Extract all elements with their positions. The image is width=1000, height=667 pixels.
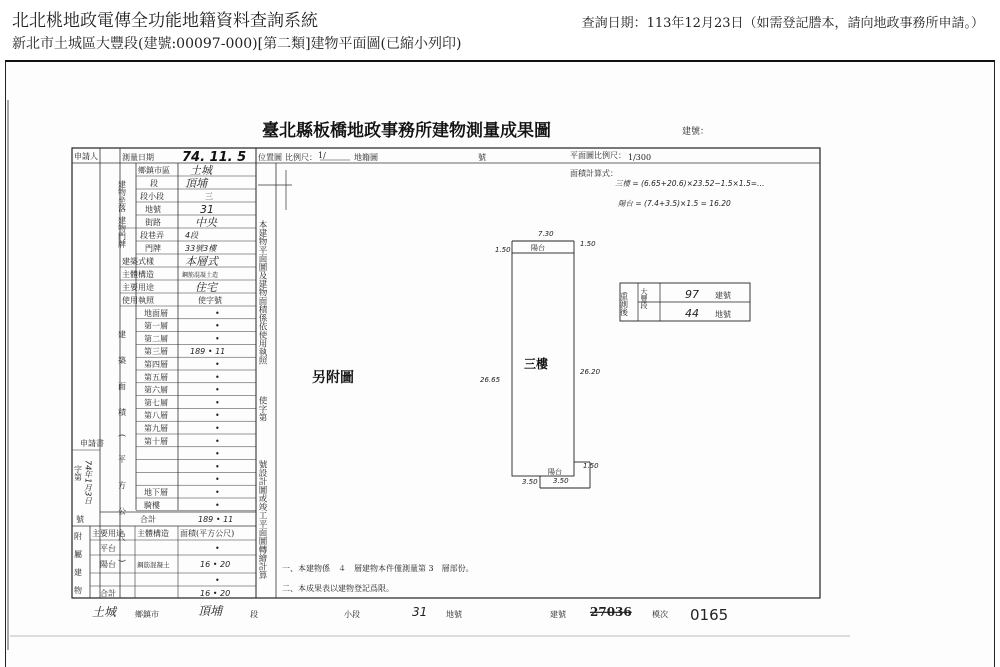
attached-drawing-label: 另附圖	[312, 370, 354, 386]
floor-area-value: •	[215, 308, 220, 318]
balcony-label-bottom: 陽台	[548, 468, 562, 476]
land-no-label: 地號	[145, 205, 161, 214]
floor-area-value: •	[215, 475, 220, 485]
attached-area: 16 • 20	[200, 589, 231, 598]
floor-area-rows	[136, 308, 256, 511]
footer-section-label: 段	[250, 610, 258, 619]
attached-use: 平台	[100, 544, 116, 553]
dim-top: 7.30	[538, 230, 554, 238]
floor-area-value: •	[215, 488, 220, 497]
remeasure-land-no-label: 地號	[715, 310, 731, 319]
remeasure-building-no-label: 建號	[715, 291, 731, 300]
note-2: 二、本成果表以建物登記爲限。	[282, 584, 394, 593]
section-label: 段	[150, 179, 158, 188]
footer-sheet-no: 0165	[690, 606, 729, 624]
floor-name: 第二層	[144, 334, 168, 344]
floor-name: 第三層	[144, 347, 168, 357]
floor-area-value: •	[215, 449, 220, 459]
dim-left-top: 1.50	[495, 246, 511, 254]
number-label: 門牌	[145, 244, 161, 253]
vertical-note-2: 使字第	[257, 396, 267, 422]
dim-right-top: 1.50	[580, 240, 596, 248]
floor-area-value: •	[215, 372, 220, 382]
floor-area-value: •	[215, 424, 220, 433]
attached-header-use: 主要用途	[92, 529, 124, 538]
floor-name: 第九層	[144, 424, 168, 433]
application-no: 74年1月3日	[83, 460, 93, 505]
footer-land-no: 31	[412, 605, 428, 619]
door-title: 建物門牌	[117, 216, 127, 248]
attached-title: 附屬建物	[73, 532, 83, 604]
floor-name: 第十層	[144, 436, 168, 446]
query-date: 查詢日期：113年12月23日（如需登記謄本，請向地政事務所申請。）	[581, 16, 984, 31]
scale-value: 1/	[318, 151, 326, 160]
lane-label: 段巷弄	[140, 231, 164, 240]
floor-name: 騎樓	[144, 500, 160, 510]
floors-value: 本層式	[185, 255, 218, 268]
floor-area-value: •	[215, 398, 220, 408]
footer-section: 頂埔	[198, 604, 223, 618]
attached-area: •	[215, 576, 220, 585]
dim-bottom-mid: 3.50	[553, 477, 569, 485]
remeasure-label: 重測後	[619, 292, 629, 316]
license-label: 使用執照	[122, 296, 154, 305]
floor-area-value: •	[215, 385, 220, 395]
floor-area-value: •	[215, 411, 220, 421]
floor-name: 地下層	[144, 488, 168, 497]
dim-left: 26.65	[480, 376, 501, 384]
application-label: 申請書	[80, 439, 104, 448]
number-suffix: 號	[76, 515, 84, 524]
floor-name: 第八層	[144, 411, 168, 421]
attached-area: •	[215, 544, 220, 553]
subsection-label: 段小段	[140, 192, 164, 201]
floor-name: 第五層	[144, 372, 168, 382]
vertical-note-3: 號設計圖或竣工平面圖轉繪計算	[257, 460, 267, 579]
floorplan-scale-value: 1/300	[628, 153, 652, 162]
floor-area-value: •	[215, 321, 220, 331]
township-value: 土城	[190, 164, 212, 177]
footer-building-no-label: 建號	[550, 610, 566, 619]
floor-label: 三樓	[524, 357, 549, 371]
floor-name: 第四層	[144, 360, 168, 369]
structure-label: 主體構造	[122, 270, 154, 279]
floor-area-value: •	[215, 360, 220, 369]
footer-subsection-label: 小段	[344, 610, 360, 619]
vertical-note-1: 本建物平面圖及建物面積係依使用執照	[257, 220, 267, 365]
survey-date: 74. 11. 5	[182, 150, 247, 165]
attached-area: 16 • 20	[200, 560, 231, 569]
attached-struct: 鋼筋混凝土	[137, 561, 170, 569]
attached-use: 陽台	[100, 560, 116, 569]
dim-bottom-right: 1.50	[583, 462, 599, 470]
area-calc-label: 面積計算式：	[570, 169, 618, 178]
usage-value: 住宅	[195, 281, 217, 294]
balcony-label-top: 陽台	[531, 244, 545, 252]
footer-building-no: 27036	[590, 605, 632, 619]
total-value: 189 • 11	[198, 515, 234, 524]
note-1: 一、本建物係 ４ 層建物本件僅測量第 3 層部份。	[282, 564, 474, 573]
floors-label: 建築式樣	[122, 257, 154, 266]
footer-township-label: 鄉鎮市	[135, 610, 159, 619]
township-label: 鄉鎮市區	[138, 166, 170, 175]
total-label: 合計	[140, 515, 156, 524]
street-label: 街路	[145, 218, 161, 227]
section-value: 頂埔	[185, 177, 207, 190]
floor-name: 第一層	[144, 321, 168, 331]
document-title: 臺北縣板橋地政事務所建物測量成果圖	[262, 121, 551, 141]
usage-label: 主要用途	[122, 283, 154, 292]
dim-bottom-left: 3.50	[522, 478, 538, 486]
floor-area-value: •	[215, 436, 220, 446]
footer-township: 土城	[92, 605, 117, 619]
remeasure-box	[619, 283, 751, 321]
dim-right: 26.20	[580, 368, 601, 376]
street-value: 中央	[195, 216, 217, 229]
floor-area-value: •	[215, 462, 220, 472]
attached-header-area: 面積(平方公尺)	[180, 529, 235, 538]
remeasure-building-no: 97	[685, 288, 699, 301]
scale-label: 比例尺：	[285, 153, 317, 162]
building-no-label: 建號：	[682, 127, 710, 137]
location-title: 建物坐落	[117, 180, 127, 212]
remeasure-land-no: 44	[685, 307, 699, 320]
lane-value: 4段	[185, 231, 199, 240]
applicant-label: 申請人	[74, 152, 98, 161]
floor-name: 第六層	[144, 385, 168, 395]
area-calc-line2: 陽台 = (7.4+3.5)×1.5 = 16.20	[618, 199, 731, 208]
floor-area-value: •	[215, 334, 220, 344]
area-title: 建築面積(平方公尺)	[117, 330, 127, 581]
floor-area-value: 189 • 11	[190, 347, 226, 357]
attached-use: 合計	[100, 589, 116, 598]
sheet-label: 號	[478, 153, 486, 162]
attached-header-struct: 主體構造	[137, 529, 169, 538]
location-map-label: 位置圖	[258, 153, 282, 162]
remeasure-section-label: 大豐段	[640, 288, 648, 309]
system-title: 北北桃地政電傳全功能地籍資料查詢系統	[12, 11, 318, 31]
floor-name: 地面層	[144, 308, 168, 318]
subsection-value: 三	[205, 192, 213, 201]
area-calc-line1: 三樓 = (6.65+20.6)×23.52−1.5×1.5=…	[615, 179, 765, 188]
document-subtitle: 新北市土城區大豐段(建號:00097-000)[第二類]建物平面圖(已縮小列印)	[12, 36, 462, 52]
footer-sheet-label: 模次	[652, 610, 668, 619]
footer-land-no-label: 地號	[446, 610, 462, 619]
floor-name: 第七層	[144, 398, 168, 408]
floor-area-value: •	[215, 500, 220, 510]
number-value: 33號3樓	[185, 244, 217, 253]
word-label: 字第	[73, 465, 83, 481]
floorplan-scale-label: 平面圖比例尺：	[570, 151, 626, 160]
cadastral-map-label: 地籍圖	[354, 153, 378, 162]
structure-value: 鋼筋混凝土造	[182, 272, 219, 279]
survey-date-label: 測量日期	[122, 153, 154, 162]
license-value: 使字號	[198, 296, 222, 305]
land-no-value: 31	[200, 203, 214, 216]
